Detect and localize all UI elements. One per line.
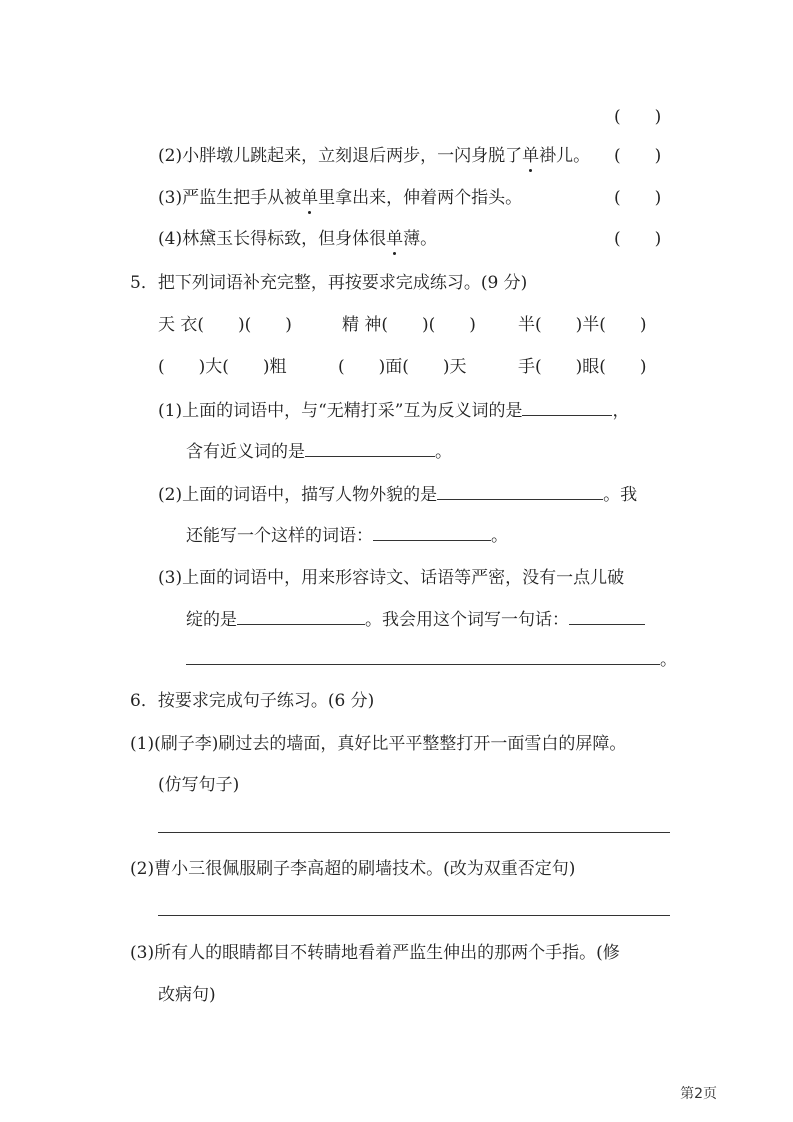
q5-row2-word1[interactable]: ( )大( )粗 (158, 357, 287, 377)
q5-sub3-text-mid: 。我会用这个词写一句话： (365, 610, 569, 630)
q6-title: 6．按要求完成句子练习。(6 分) (130, 691, 375, 711)
q5-sub3-line1: (3)上面的词语中，用来形容诗文、话语等严密，没有一点儿破 (158, 568, 625, 588)
q4-item-3-text-end: 里拿出来，伸着两个指头。 (318, 188, 523, 208)
q6-sub2-answer-line[interactable] (158, 915, 670, 916)
q5-sub2-line2 (186, 524, 508, 547)
q4-item-2-text: (2)小胖墩儿跳起来，立刻退后两步，一闪身脱了 (158, 146, 523, 166)
q5-sub3-line2 (186, 608, 645, 631)
q5-sub2-punct: 。我 (603, 485, 638, 505)
q5-sub1-line2 (186, 440, 452, 463)
q4-item-4-text: (4)林黛玉长得标致，但身体很 (158, 229, 387, 249)
q6-sub3: (3)所有人的眼睛都目不转睛地看着严监生伸出的那两个手指。(修 (130, 943, 620, 963)
q5-sub3-end-punct: 。 (660, 650, 677, 670)
q5-sub1-line1 (158, 399, 629, 422)
q4-item-2-text-end: 褂儿。 (539, 146, 591, 166)
q6-sub2: (2)曹小三很佩服刷子李高超的刷墙技术。(改为双重否定句) (130, 859, 576, 879)
q5-sub2-text-2: 还能写一个这样的词语： (186, 526, 373, 546)
q6-sub1: (1)(刷子李)刷过去的墙面，真好比平平整整打开一面雪白的屏障。 (130, 734, 627, 754)
q6-sub3-line2: 改病句) (158, 985, 216, 1005)
q5-row1-word1[interactable]: 天 衣( )( ) (158, 315, 292, 335)
q6-sub1-note: (仿写句子) (158, 775, 240, 795)
q5-row2-word2[interactable]: ( )面( )天 (338, 357, 467, 377)
q5-sub2-text: (2)上面的词语中，描写人物外貌的是 (158, 485, 438, 505)
q4-item-4 (158, 228, 437, 250)
q5-row1-word2[interactable]: 精 神( )( ) (342, 315, 476, 335)
q5-sub2-punct-2: 。 (491, 526, 508, 546)
q4-item-3-dotted: 单 (301, 188, 319, 208)
q5-sub1-answer-blank[interactable] (522, 399, 612, 416)
q5-sub1-answer-blank-2[interactable] (305, 440, 435, 457)
q5-sub1-punct: ， (612, 401, 630, 421)
q4-item-4-dotted: 单 (386, 229, 404, 249)
q5-sub2-answer-blank-2[interactable] (373, 524, 491, 541)
page-number: 第2页 (680, 1086, 717, 1102)
q5-sub1-punct-2: 。 (435, 442, 452, 462)
q5-sub3-text: 绽的是 (186, 610, 237, 630)
q4-item-4-text-end: 薄。 (403, 229, 438, 249)
q5-sub2-line1 (158, 483, 637, 506)
q5-sub3-answer-blank[interactable] (237, 608, 365, 625)
q5-title: 5．把下列词语补充完整，再按要求完成练习。(9 分) (130, 273, 528, 293)
q4-item-4-paren[interactable]: ( ) (614, 229, 662, 249)
q4-item-3-text: (3)严监生把手从被 (158, 188, 302, 208)
q4-top-paren[interactable]: ( ) (614, 107, 662, 127)
q4-item-3-paren[interactable]: ( ) (614, 188, 662, 208)
q4-item-2-dotted: 单 (522, 146, 540, 166)
q5-sub1-text-2: 含有近义词的是 (186, 442, 305, 462)
q5-sub2-answer-blank[interactable] (437, 483, 603, 500)
q5-sub3-sentence-line[interactable] (186, 664, 660, 665)
q5-row2-word3[interactable]: 手( )眼( ) (518, 357, 647, 377)
q4-item-2-paren[interactable]: ( ) (614, 146, 662, 166)
q5-sub3-sentence-blank[interactable] (569, 608, 645, 625)
q5-sub1-text: (1)上面的词语中，与“无精打采”互为反义词的是 (158, 401, 523, 421)
q4-item-2 (158, 145, 590, 167)
q6-sub1-answer-line[interactable] (158, 832, 670, 833)
q4-item-3 (158, 187, 522, 209)
q5-row1-word3[interactable]: 半( )半( ) (518, 315, 647, 335)
